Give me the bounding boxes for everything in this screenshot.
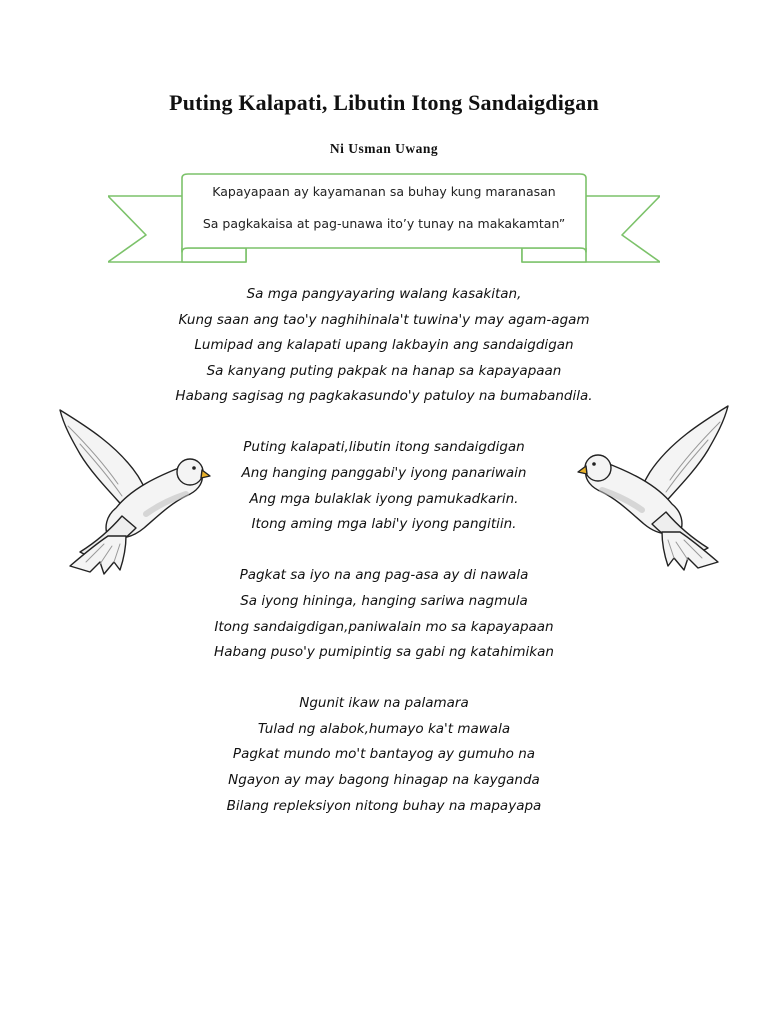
poem-stanza [0,282,768,410]
banner-quote-line-1: Kapayapaan ay kayamanan sa buhay kung maranasan [212,184,556,199]
poem-line: Itong sandaigdigan,paniwalain mo sa kapayapaan [214,618,554,635]
poem-line: Pagkat sa iyo na ang pag-asa ay di nawala [239,567,529,584]
poem-line: Sa mga pangyayaring walang kasakitan, [246,286,522,302]
poem-line: Habang sagisag ng pagkakasundo'y patuloy na bumabandila. [175,388,593,405]
poem-line: Itong aming mga labi'y iyong pangitiin. [251,516,517,533]
poem-stanza [0,691,768,819]
poem-stanza [0,435,768,537]
document-title: Puting Kalapati, Libutin Itong Sandaigdigan [169,90,599,115]
poem-line: Ang mga bulaklak iyong pamukadkarin. [249,490,519,507]
poem-line: Ngayon ay may bagong hinagap na kayganda [228,772,540,788]
poem-stanza [0,563,768,665]
poem-line: Lumipad ang kalapati upang lakbayin ang sandaigdigan [194,337,574,354]
poem-line: Sa kanyang puting pakpak na hanap sa kapayapaan [206,362,562,379]
poem-line: Sa iyong hininga, hanging sariwa nagmula [240,592,528,609]
banner-quote-line-2: Sa pagkakaisa at pag-unawa ito’y tunay na makakamtan” [202,216,566,231]
poem-line: Ang hanging panggabi'y iyong panariwain [241,465,527,482]
author-byline: Ni Usman Uwang [329,141,439,156]
poem-line: Pagkat mundo mo't bantayog ay gumuho na [232,746,536,763]
poem-line: Puting kalapati,libutin itong sandaigdigan [243,439,525,456]
quote-ribbon-banner [108,172,660,268]
poem-line: Tulad ng alabok,humayo ka't mawala [257,720,511,737]
poem-line: Bilang repleksiyon nitong buhay na mapayapa [226,797,542,814]
poem-line: Kung saan ang tao'y naghihinala't tuwina'y may agam-agam [178,311,590,328]
poem-line: Ngunit ikaw na palamara [299,695,469,712]
poem-body [0,282,768,845]
poem-line: Habang puso'y pumipintig sa gabi ng katahimikan [214,644,554,661]
